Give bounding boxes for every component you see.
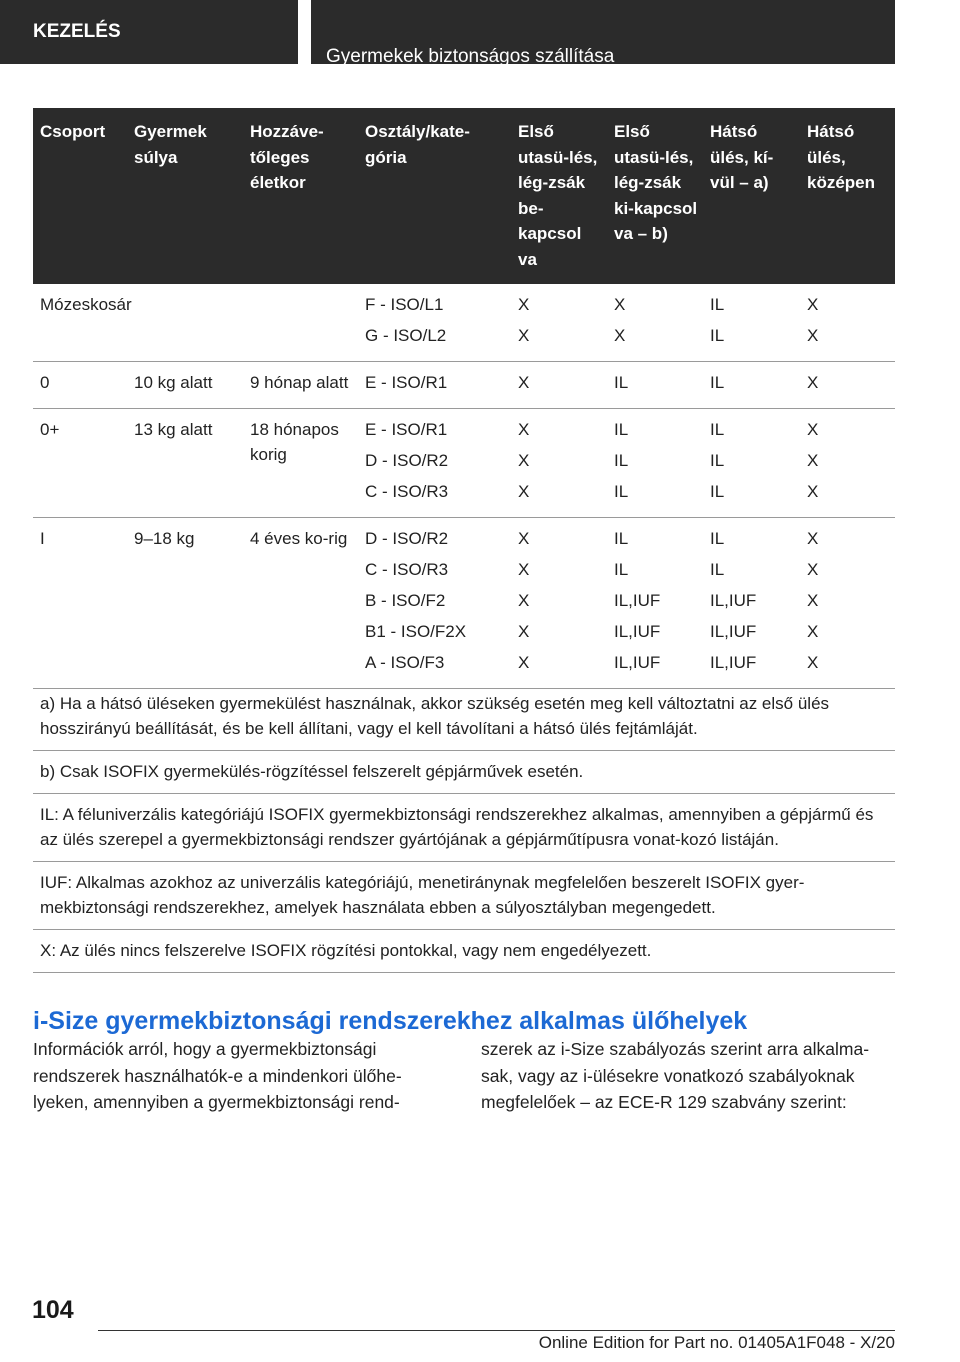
page-number: 104 [32, 1296, 74, 1324]
table-header-row [33, 108, 895, 284]
chapter-title: Gyermekek biztonságos szállítása [326, 46, 615, 67]
cell-front-off [607, 409, 703, 518]
cell-rear-mid [800, 362, 895, 409]
cell-value: X [518, 622, 530, 641]
cell-age: 4 éves ko-rig [243, 518, 358, 689]
column-header: Hátsó ülés, kí-vül – a) [703, 108, 800, 284]
table-row [33, 518, 895, 689]
cell-classes [358, 409, 511, 518]
cell-classes [358, 518, 511, 689]
cell-value: X [807, 295, 819, 314]
cell-value: X [614, 326, 626, 345]
cell-rear-out [703, 409, 800, 518]
cell-value: B - ISO/F2 [365, 591, 446, 610]
cell-value: X [807, 373, 819, 392]
cell-age: 18 hónapos korig [243, 409, 358, 518]
cell-value: X [807, 622, 819, 641]
cell-value: F - ISO/L1 [365, 295, 444, 314]
cell-value: IL [710, 451, 725, 470]
cell-front-on [511, 362, 607, 409]
cell-value: IL,IUF [710, 591, 757, 610]
cell-value: C - ISO/R3 [365, 482, 449, 501]
cell-classes [358, 284, 511, 362]
cell-value: IL [614, 420, 629, 439]
cell-value: X [518, 653, 530, 672]
cell-value: IL [710, 326, 725, 345]
column-header: Csoport [33, 108, 127, 284]
column-header: Első utasü-lés, lég-zsák ki-kapcsol va – b) [607, 108, 703, 284]
cell-rear-mid [800, 518, 895, 689]
note-il: IL: A féluniverzális kategóriájú ISOFIX gyermekbiztonsági rendszerekhez alkalmas, amennyiben a gépjármű és az ülés szerepel a gyermekbiztonsági rendszer gyártójának a gépjárműtípusra vonat-kozó listáján. [33, 794, 895, 862]
cell-rear-mid [800, 284, 895, 362]
cell-value: IL,IUF [710, 653, 757, 672]
cell-value: A - ISO/F3 [365, 653, 445, 672]
cell-value: X [518, 529, 530, 548]
cell-value: X [614, 295, 626, 314]
cell-value: IL,IUF [614, 653, 661, 672]
cell-value: X [807, 482, 819, 501]
cell-value: IL,IUF [710, 622, 757, 641]
cell-value: X [807, 653, 819, 672]
cell-group: Mózeskosár [33, 284, 127, 362]
table-row [33, 284, 895, 362]
page-header [0, 0, 960, 66]
cell-value: IL [710, 482, 725, 501]
cell-value: X [807, 560, 819, 579]
cell-front-on [511, 518, 607, 689]
cell-value: X [518, 591, 530, 610]
table-row [33, 409, 895, 518]
cell-value: IL [614, 529, 629, 548]
cell-group: 0 [33, 362, 127, 409]
note-x: X: Az ülés nincs felszerelve ISOFIX rögzítési pontokkal, vagy nem engedélyezett. [33, 930, 895, 973]
cell-value: X [807, 451, 819, 470]
table-notes [33, 683, 895, 973]
cell-value: D - ISO/R2 [365, 451, 449, 470]
cell-value: X [518, 451, 530, 470]
cell-value: X [518, 295, 530, 314]
cell-value: B1 - ISO/F2X [365, 622, 467, 641]
column-header: Gyermek súlya [127, 108, 243, 284]
footer-divider [98, 1330, 895, 1331]
table-row [33, 362, 895, 409]
cell-classes [358, 362, 511, 409]
body-text-right: szerek az i-Size szabályozás szerint arra alkalma-sak, vagy az i-ülésekre vonatkozó szabályoknak megfelelőek – az ECE-R 129 szabvány szerint: [481, 1039, 870, 1112]
cell-value: IL [614, 451, 629, 470]
chapter-tab [311, 0, 895, 67]
cell-value: X [518, 482, 530, 501]
cell-rear-out [703, 518, 800, 689]
note-a: a) Ha a hátsó üléseken gyermekülést használnak, akkor szükség esetén meg kell változtatni az első ülés hosszirányú beállítását, és be kell állítani, vagy el kell távolítani a hátsó ülés fejtámláját. [33, 683, 895, 751]
note-iuf: IUF: Alkalmas azokhoz az univerzális kategóriájú, menetiránynak megfelelően beszerelt ISOFIX gyer-mekbiztonsági rendszerekhez, amelyek használata ebben a súlyosztályban megengedett. [33, 862, 895, 930]
column-header: Első utasü-lés, lég-zsák be-kapcsol va [511, 108, 607, 284]
cell-value: X [518, 420, 530, 439]
section-tab: KEZELÉS [0, 0, 298, 64]
cell-value: X [807, 420, 819, 439]
isofix-table [33, 108, 895, 689]
cell-front-off [607, 518, 703, 689]
cell-value: C - ISO/R3 [365, 560, 449, 579]
cell-front-off [607, 362, 703, 409]
column-header: Hozzáve-tőleges életkor [243, 108, 358, 284]
cell-value: IL [710, 295, 725, 314]
cell-value: IL [614, 373, 629, 392]
cell-value: X [518, 373, 530, 392]
cell-age: 9 hónap alatt [243, 362, 358, 409]
cell-weight: 10 kg alatt [127, 362, 243, 409]
cell-rear-out [703, 284, 800, 362]
cell-front-on [511, 284, 607, 362]
cell-value: IL [710, 420, 725, 439]
cell-value: X [518, 560, 530, 579]
cell-front-on [511, 409, 607, 518]
cell-rear-out [703, 362, 800, 409]
cell-value: E - ISO/R1 [365, 420, 448, 439]
cell-value: IL,IUF [614, 591, 661, 610]
cell-weight: 9–18 kg [127, 518, 243, 689]
body-text-left: Információk arról, hogy a gyermekbiztonsági rendszerek használhatók-e a mindenkori ülőhe-lyeken, amennyiben a gyermekbiztonsági rend- [33, 1039, 402, 1112]
cell-value: IL [614, 482, 629, 501]
cell-value: IL [710, 373, 725, 392]
note-b: b) Csak ISOFIX gyermekülés-rögzítéssel felszerelt gépjárművek esetén. [33, 751, 895, 794]
footer-edition: Online Edition for Part no. 01405A1F048 - X/20 [538, 1333, 895, 1352]
column-header: Hátsó ülés, középen [800, 108, 895, 284]
cell-rear-mid [800, 409, 895, 518]
column-header: Osztály/kate-gória [358, 108, 511, 284]
cell-front-off [607, 284, 703, 362]
cell-value: IL [710, 529, 725, 548]
cell-value: IL [614, 560, 629, 579]
cell-value: E - ISO/R1 [365, 373, 448, 392]
cell-weight: 13 kg alatt [127, 409, 243, 518]
cell-value: IL [710, 560, 725, 579]
cell-weight [127, 284, 243, 362]
cell-value: G - ISO/L2 [365, 326, 447, 345]
cell-value: IL,IUF [614, 622, 661, 641]
section-heading: i-Size gyermekbiztonsági rendszerekhez alkalmas ülőhelyek [33, 1007, 748, 1035]
cell-value: X [518, 326, 530, 345]
cell-value: D - ISO/R2 [365, 529, 449, 548]
cell-value: X [807, 591, 819, 610]
cell-value: X [807, 529, 819, 548]
cell-group: 0+ [33, 409, 127, 518]
cell-age [243, 284, 358, 362]
cell-group: I [33, 518, 127, 689]
cell-value: X [807, 326, 819, 345]
